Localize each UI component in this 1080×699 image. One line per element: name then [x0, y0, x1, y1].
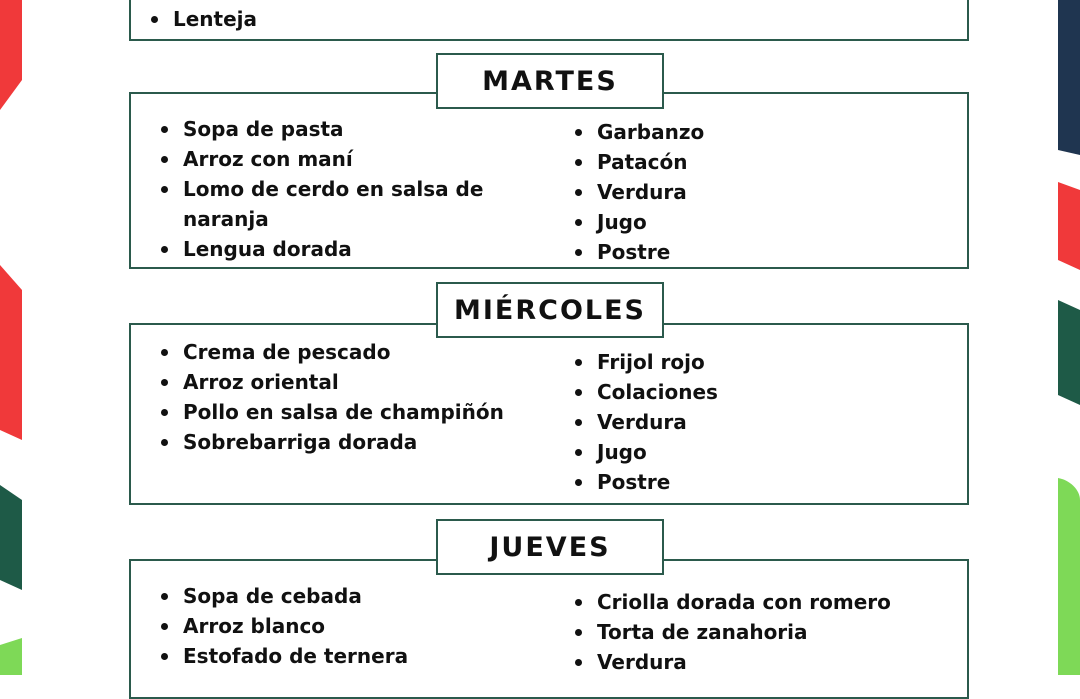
list-item: Arroz oriental	[159, 367, 559, 397]
list-item: Patacón	[573, 147, 953, 177]
list-item: Lomo de cerdo en salsa de naranja	[159, 174, 499, 234]
list-item: Verdura	[573, 407, 953, 437]
jueves-box	[129, 559, 969, 699]
list-item: Postre	[573, 237, 953, 267]
martes-box	[129, 92, 969, 269]
list-item: Arroz con maní	[159, 144, 499, 174]
right-decoration	[1050, 0, 1080, 675]
left-decoration	[0, 0, 60, 675]
jueves-right-list	[573, 587, 953, 677]
martes-right-list	[573, 117, 953, 267]
list-item: Pollo en salsa de champiñón	[159, 397, 559, 427]
martes-left-list	[159, 114, 499, 264]
list-item: Frijol rojo	[573, 347, 953, 377]
list-item: Verdura	[573, 177, 953, 207]
miercoles-title: MIÉRCOLES	[436, 282, 664, 338]
list-item: Postre	[573, 467, 953, 497]
list-item: Garbanzo	[573, 117, 953, 147]
miercoles-left-list	[159, 337, 559, 457]
list-item: Jugo	[573, 437, 953, 467]
list-item: Verdura	[573, 647, 953, 677]
list-item: Estofado de ternera	[159, 641, 539, 671]
list-item: Sopa de pasta	[159, 114, 499, 144]
jueves-title: JUEVES	[436, 519, 664, 575]
list-item: Arroz blanco	[159, 611, 539, 641]
previous-day-list	[149, 4, 257, 34]
miercoles-right-list	[573, 347, 953, 497]
list-item: Criolla dorada con romero	[573, 587, 953, 617]
list-item: Jugo	[573, 207, 953, 237]
list-item: Lenteja	[149, 4, 257, 34]
list-item: Lengua dorada	[159, 234, 499, 264]
previous-day-box	[129, 0, 969, 41]
list-item: Crema de pescado	[159, 337, 559, 367]
jueves-left-list	[159, 581, 539, 671]
list-item: Sobrebarriga dorada	[159, 427, 559, 457]
miercoles-box	[129, 323, 969, 505]
list-item: Sopa de cebada	[159, 581, 539, 611]
list-item: Colaciones	[573, 377, 953, 407]
martes-title: MARTES	[436, 53, 664, 109]
list-item: Torta de zanahoria	[573, 617, 953, 647]
